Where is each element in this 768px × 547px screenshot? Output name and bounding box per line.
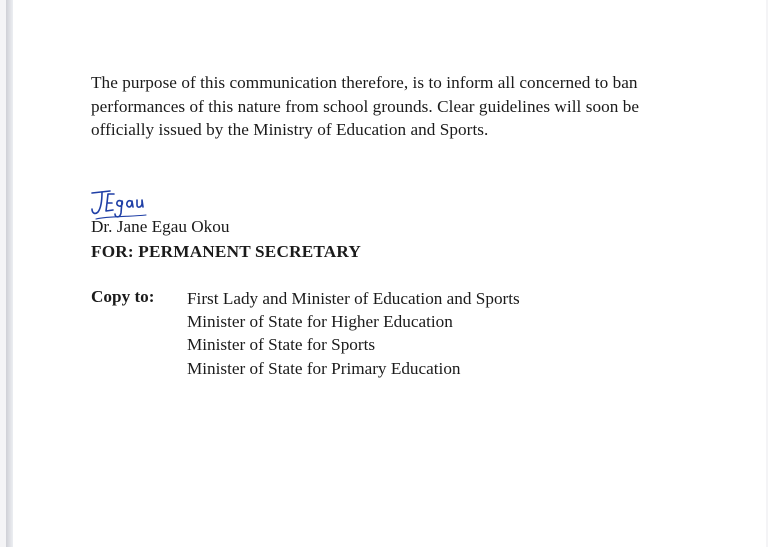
copy-recipient: Minister of State for Primary Education	[187, 358, 461, 378]
copy-to-label: Copy to:	[91, 287, 155, 306]
document-page	[6, 0, 766, 547]
copy-recipient: First Lady and Minister of Education and Sports	[187, 289, 520, 308]
signatory-title: FOR: PERMANENT SECRETARY	[91, 242, 361, 261]
copy-recipient: Minister of State for Sports	[187, 335, 376, 355]
paragraph-line: The purpose of this communication therefore, is to inform all concerned to ban	[91, 73, 638, 92]
signatory-name: Dr. Jane Egau Okou	[91, 217, 230, 236]
body-paragraph	[91, 71, 711, 142]
paragraph-line: performances of this nature from school grounds. Clear guidelines will soon be	[91, 96, 640, 116]
paragraph-line: officially issued by the Ministry of Education and Sports.	[91, 120, 489, 140]
page-edge-shadow	[6, 0, 13, 547]
copy-to-list	[187, 287, 520, 380]
copy-recipient: Minister of State for Higher Education	[187, 312, 453, 332]
